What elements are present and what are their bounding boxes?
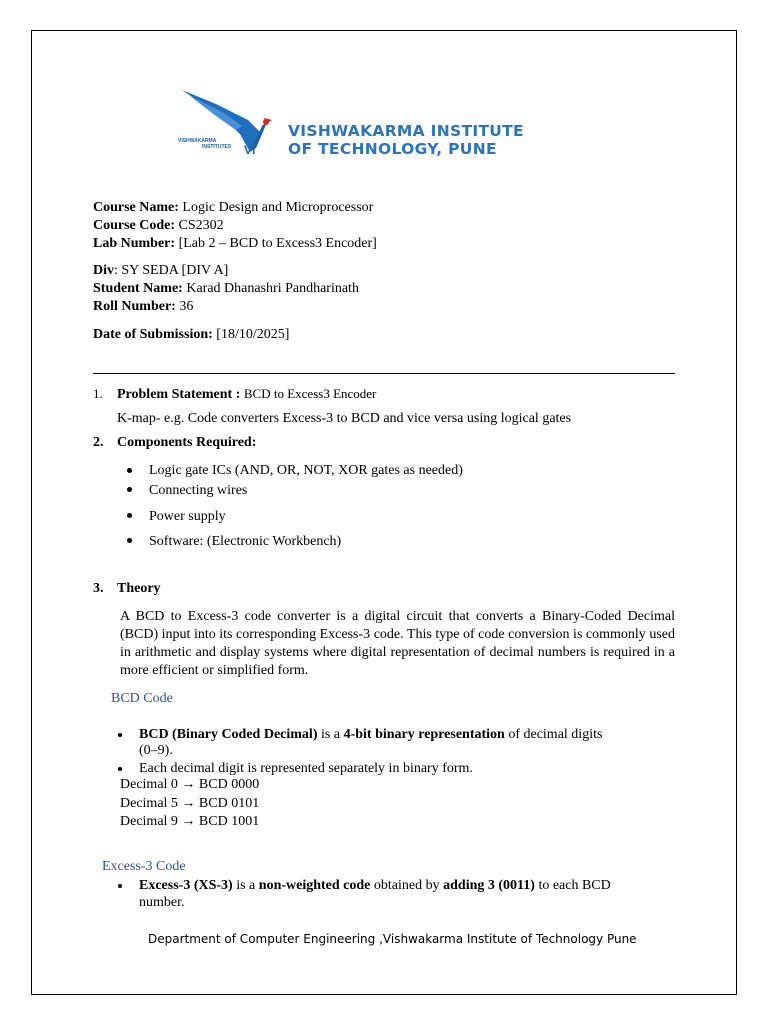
bullet-dot bbox=[127, 468, 132, 473]
student-name-line bbox=[93, 280, 359, 297]
bcd-bullet2: Each decimal digit is represented separately in binary form. bbox=[139, 761, 473, 776]
bcd-bullet1-bold1: BCD (Binary Coded Decimal) bbox=[139, 727, 318, 742]
section1-number: 1. bbox=[93, 386, 103, 401]
xs3-heading: Excess-3 Code bbox=[102, 859, 186, 874]
course-code-value: CS2302 bbox=[178, 218, 224, 233]
bullet-dot bbox=[127, 513, 132, 518]
lab-number-value: [Lab 2 – BCD to Excess3 Encoder] bbox=[178, 236, 377, 251]
xs3-bullet1-bold2: non-weighted code bbox=[258, 878, 371, 893]
xs3-bullet1-end: to each BCD bbox=[534, 878, 611, 893]
bcd-bullet1 bbox=[139, 726, 602, 743]
logo-mark-text: VI bbox=[244, 143, 256, 157]
bullet-dot bbox=[127, 487, 132, 492]
date-label: Date of Submission: bbox=[93, 327, 213, 342]
bcd-example: Decimal 9 → BCD 1001 bbox=[120, 814, 260, 829]
div-line bbox=[93, 262, 228, 279]
bcd-bullet1-mid: is a bbox=[317, 727, 344, 742]
course-name-label: Course Name: bbox=[93, 200, 179, 215]
component-item: Power supply bbox=[149, 509, 226, 524]
xs3-bullet1 bbox=[139, 877, 611, 894]
component-item: Logic gate ICs (AND, OR, NOT, XOR gates as needed) bbox=[149, 463, 463, 478]
theory-paragraph: A BCD to Excess-3 code converter is a digital circuit that converts a Binary-Coded Decimal (BCD) input into its corresponding Excess-3 code. This type of code conversion is commonly used in arithmetic and display systems where digital representation of decimal numbers is required in a more efficient or simplified form. bbox=[120, 609, 675, 678]
institute-name-line1: VISHWAKARMA INSTITUTE bbox=[288, 122, 524, 140]
page-footer: Department of Computer Engineering ,Vishwakarma Institute of Technology Pune bbox=[148, 932, 637, 946]
bullet-dot bbox=[118, 767, 122, 771]
section1-text: K-map- e.g. Code converters Excess-3 to BCD and vice versa using logical gates bbox=[117, 411, 572, 426]
roll-number-line bbox=[93, 298, 193, 315]
xs3-bullet1-bold3: adding 3 (0011) bbox=[443, 878, 535, 893]
section1-heading bbox=[117, 385, 376, 403]
section3-title: Theory bbox=[117, 581, 161, 596]
student-name-label: Student Name: bbox=[93, 281, 183, 296]
bcd-bullet1-bold2: 4-bit binary representation bbox=[343, 727, 505, 742]
bcd-heading: BCD Code bbox=[111, 691, 173, 706]
lab-number-line bbox=[93, 235, 377, 252]
section2-title: Components Required: bbox=[117, 435, 257, 450]
logo-small-line2: INSTITUTES bbox=[202, 144, 232, 150]
institute-name bbox=[288, 122, 524, 158]
section2-number: 2. bbox=[93, 435, 104, 450]
page-border bbox=[31, 30, 737, 995]
xs3-bullet1-mid1: is a bbox=[232, 878, 259, 893]
logo-small-line1: VISHWAKARMA bbox=[178, 138, 217, 144]
section3-number: 3. bbox=[93, 581, 104, 596]
bullet-dot bbox=[118, 884, 122, 888]
course-name-line bbox=[93, 199, 373, 216]
bullet-dot bbox=[118, 733, 122, 737]
lab-number-label: Lab Number: bbox=[93, 236, 176, 251]
date-line bbox=[93, 326, 289, 343]
course-code-line bbox=[93, 217, 224, 234]
bcd-example: Decimal 5 → BCD 0101 bbox=[120, 796, 260, 811]
section1-subtitle: BCD to Excess3 Encoder bbox=[243, 386, 377, 401]
bcd-bullet1-cont: (0–9). bbox=[139, 743, 173, 758]
xs3-bullet1-cont: number. bbox=[139, 895, 185, 910]
bullet-dot bbox=[127, 538, 132, 543]
bcd-example: Decimal 0 → BCD 0000 bbox=[120, 777, 260, 792]
horizontal-rule bbox=[93, 373, 675, 374]
date-value: [18/10/2025] bbox=[216, 327, 290, 342]
roll-number-label: Roll Number: bbox=[93, 299, 176, 314]
course-code-label: Course Code: bbox=[93, 218, 176, 233]
xs3-bullet1-bold1: Excess-3 (XS-3) bbox=[139, 878, 233, 893]
institute-name-line2: OF TECHNOLOGY, PUNE bbox=[288, 140, 497, 158]
component-item: Software: (Electronic Workbench) bbox=[149, 534, 342, 549]
div-value: : SY SEDA [DIV A] bbox=[114, 263, 229, 278]
student-name-value: Karad Dhanashri Pandharinath bbox=[186, 281, 359, 296]
section1-title: Problem Statement : bbox=[117, 387, 241, 402]
component-item: Connecting wires bbox=[149, 483, 248, 498]
institute-logo bbox=[176, 86, 616, 160]
roll-number-value: 36 bbox=[179, 299, 194, 314]
xs3-bullet1-mid2: obtained by bbox=[370, 878, 444, 893]
course-name-value: Logic Design and Microprocessor bbox=[182, 200, 374, 215]
div-label: Div bbox=[93, 263, 114, 278]
bcd-bullet1-end: of decimal digits bbox=[504, 727, 603, 742]
